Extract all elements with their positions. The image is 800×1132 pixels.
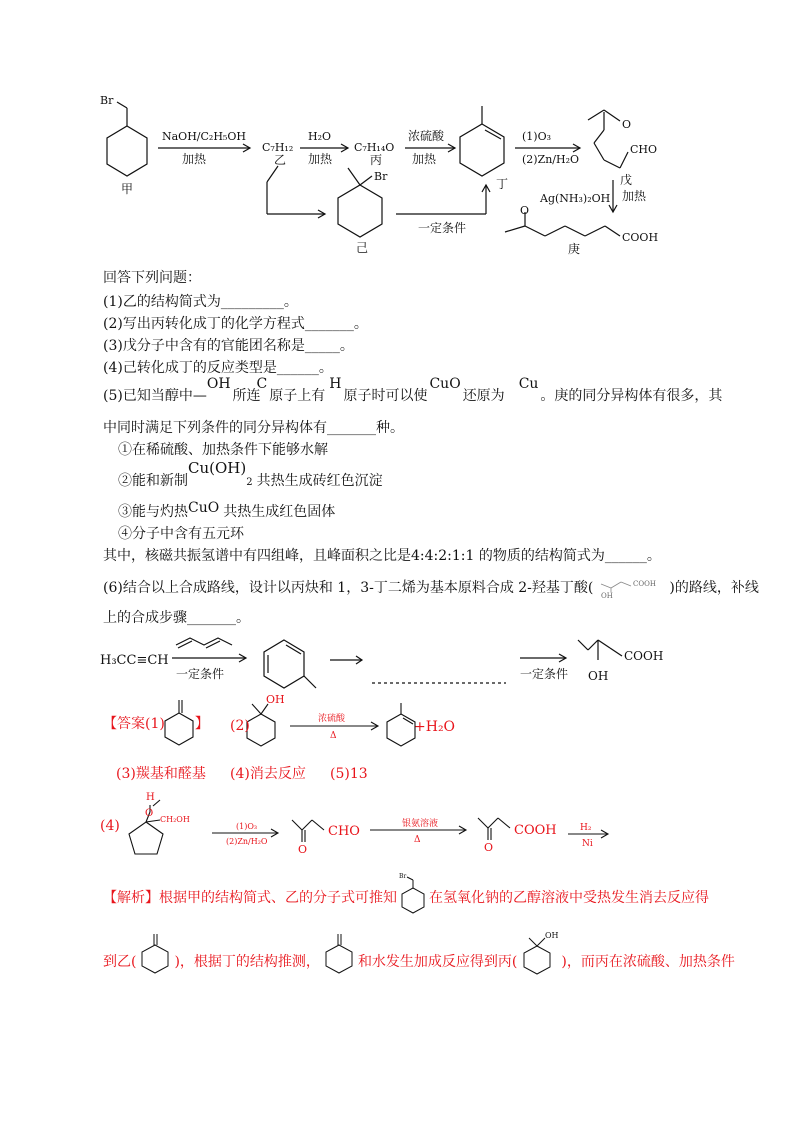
answer-2-water: +H₂O	[414, 719, 456, 735]
q5-text-g: 。庚的同分异构体有很多，其	[540, 388, 723, 404]
cond2-text-b: 共热生成砖红色沉淀	[256, 473, 383, 489]
q6-inline-oh: OH	[601, 592, 614, 600]
q6-inline-structure	[593, 578, 669, 598]
b4-o3: O	[484, 841, 494, 854]
arrow3-condition: 加热	[412, 152, 437, 166]
b4-arrow2-top: 银氨溶液	[402, 819, 439, 829]
arrow5-reagent: Ag(NH₃)₂OH	[540, 192, 611, 205]
q5-text-e: 原子时可以使	[343, 388, 428, 404]
yi-formula: C₇H₁₂	[262, 141, 294, 154]
b4-o: O	[145, 808, 154, 819]
arrow5-condition: 加热	[622, 189, 647, 203]
q5-h: H	[329, 376, 342, 392]
b4-num: (4)	[100, 818, 120, 834]
b4-cho: CHO	[328, 824, 360, 839]
route-condition-1: 一定条件	[176, 667, 225, 681]
cond2-formula: Cu(OH)	[188, 459, 247, 477]
cond2-subscript: 2	[246, 477, 253, 488]
bing-label: 丙	[370, 153, 383, 167]
b4-arrow3-bottom: Ni	[582, 839, 593, 849]
b4-arrow1-top: (1)O₃	[236, 822, 258, 831]
analysis-jia-structure	[397, 873, 429, 908]
analysis-text-2b: )，根据丁的结构推测，	[174, 954, 320, 970]
q5-text-a: (5)已知当醇中—	[103, 388, 207, 404]
arrow6-condition: 一定条件	[418, 221, 467, 235]
geng-label: 庚	[568, 242, 581, 256]
answer-label-close: 】	[194, 716, 209, 732]
q6-text-b: )的路线，补线	[669, 580, 759, 596]
analysis-text-2d: )，而丙在浓硫酸、加热条件	[561, 954, 735, 970]
question-6-line1	[103, 578, 759, 598]
cond2-text-a: ②能和新制	[118, 473, 188, 489]
route-product-oh: OH	[588, 669, 609, 683]
condition-4: ④分子中含有五元环	[118, 526, 244, 542]
q5-c: C	[256, 376, 268, 392]
condition-3	[118, 502, 335, 522]
b4-arrow1-bottom: (2)Zn/H₂O	[226, 837, 268, 846]
b4-o2: O	[298, 843, 308, 856]
wu-ketone-o: O	[622, 118, 632, 131]
analysis-text-2a: 到乙(	[103, 954, 137, 970]
question-6-line2: 上的合成步骤_______。	[103, 610, 250, 626]
arrow1-condition: 加热	[182, 152, 207, 166]
route-condition-2: 一定条件	[520, 667, 569, 681]
analysis-line-2	[103, 931, 735, 972]
answer-2-num: (2)	[230, 718, 250, 734]
analysis-yi-structure-2	[320, 952, 358, 972]
jia-label: 甲	[121, 182, 134, 196]
b4-ch2oh: CH₂OH	[160, 815, 190, 824]
analysis-bing-oh: OH	[545, 931, 559, 940]
analysis-jia-br: Br	[399, 873, 407, 880]
answer-5: (5)13	[330, 766, 368, 782]
condition-1: ①在稀硫酸、加热条件下能够水解	[118, 442, 328, 458]
route-product-acid: COOH	[624, 649, 664, 663]
answer-3: (3)羰基和醛基	[116, 766, 206, 782]
answer-label-text: 【答案(1)	[103, 716, 165, 732]
question-4: (4)己转化成丁的反应类型是______。	[103, 360, 333, 376]
geng-ketone-o: O	[520, 204, 530, 217]
analysis-text-2c: 和水发生加成反应得到丙(	[357, 954, 518, 970]
wu-cho: CHO	[630, 143, 658, 156]
question-3: (3)戊分子中含有的官能团名称是_____。	[103, 338, 354, 354]
q6-text-a: (6)结合以上合成路线，设计以丙炔和 1，3-丁二烯为基本原料合成 2-羟基丁酸(	[103, 580, 594, 596]
question-5-line1	[103, 376, 723, 406]
arrow4-reagent: (1)O₃	[522, 130, 552, 143]
arrow3-reagent: 浓硫酸	[408, 129, 445, 143]
ji-ring	[338, 185, 382, 237]
q5-text-d: 原子上有	[269, 388, 326, 404]
ji-br-label: Br	[374, 170, 388, 183]
b4-cooh: COOH	[514, 823, 557, 838]
answer-2-condition: Δ	[330, 731, 337, 741]
nmr-question: 其中，核磁共振氢谱中有四组峰，且峰面积之比是4:4:2:1:1 的物质的结构简式为______。	[103, 548, 661, 564]
arrow2-reagent: H₂O	[308, 130, 332, 143]
arrow1-reagent: NaOH/C₂H₅OH	[162, 130, 246, 143]
jia-br-bond	[117, 102, 127, 108]
analysis-text-b: 在氢氧化钠的乙醇溶液中受热发生消去反应得	[429, 890, 709, 906]
question-2: (2)写出丙转化成丁的化学方程式_______。	[103, 316, 368, 332]
answer-4-route	[0, 788, 800, 868]
answer-4: (4)消去反应	[230, 766, 306, 782]
question-1: (1)乙的结构简式为_________。	[103, 294, 298, 310]
jia-br-label: Br	[100, 94, 114, 107]
q5-text-f: 还原为	[462, 388, 505, 404]
cond3-cuo: CuO	[188, 500, 220, 516]
wu-label: 戊	[620, 173, 633, 187]
q5-cu: Cu	[518, 376, 539, 392]
b4-arrow3-top: H₂	[580, 823, 592, 833]
propyne-label: H₃CC≡CH	[100, 653, 169, 668]
ding-label: 丁	[496, 177, 509, 191]
analysis-line-1	[103, 873, 709, 908]
analysis-yi-structure	[136, 952, 174, 972]
jia-ring	[107, 126, 147, 176]
yi-label: 乙	[274, 153, 287, 167]
q5-text-b: 所连	[232, 388, 261, 404]
question-5-line2: 中同时满足下列条件的同分异构体有_______种。	[103, 420, 404, 436]
ding-ring	[460, 124, 504, 176]
answer-1-2-structures	[0, 690, 800, 750]
b4-arrow2-bottom: Δ	[414, 835, 421, 845]
analysis-bing-structure	[517, 931, 561, 972]
analysis-text-a: 【解析】根据甲的结构简式、乙的分子式可推知	[103, 890, 397, 906]
answer-2-oh: OH	[266, 693, 285, 706]
bing-formula: C₇H₁₄O	[354, 141, 395, 154]
cond3-text-a: ③能与灼热	[118, 504, 188, 520]
q5-cuo: CuO	[429, 376, 461, 392]
cond3-text-b: 共热生成红色固体	[223, 504, 336, 520]
synthesis-route	[0, 628, 800, 698]
q6-inline-cooh: COOH	[633, 580, 657, 588]
arrow4-condition: (2)Zn/H₂O	[522, 153, 580, 166]
reaction-scheme	[0, 0, 800, 270]
answer-2-reagent: 浓硫酸	[318, 714, 346, 724]
b4-h: H	[146, 792, 155, 803]
condition-2	[118, 459, 383, 493]
arrow2-condition: 加热	[308, 152, 333, 166]
geng-acid: COOH	[622, 231, 659, 244]
questions-intro: 回答下列问题：	[103, 270, 201, 286]
ji-label: 己	[356, 241, 369, 255]
q5-oh: OH	[206, 376, 231, 392]
